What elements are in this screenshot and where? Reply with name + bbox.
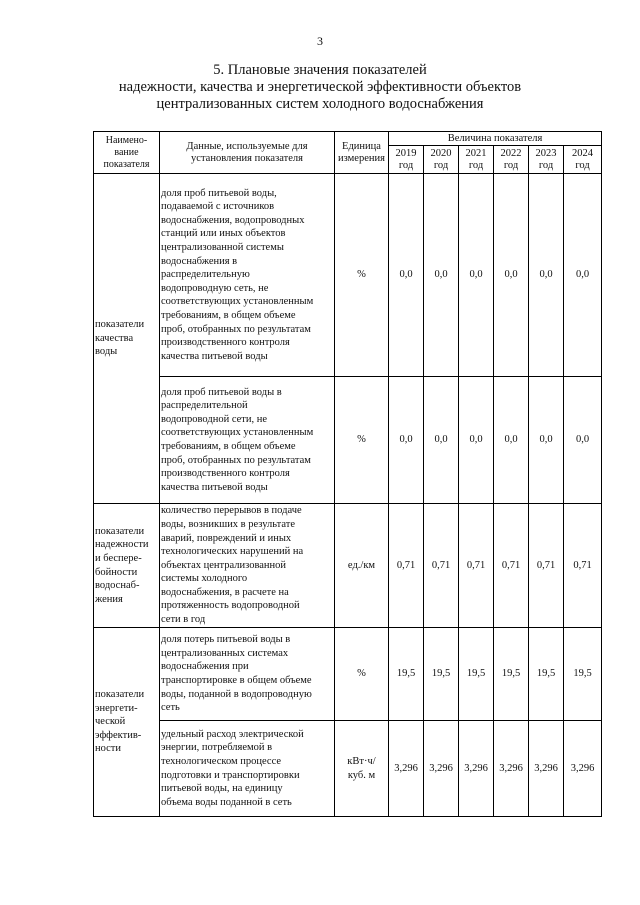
category-cell: показатели энергети- ческой эффектив- ности xyxy=(94,628,160,817)
value-cell: 0,0 xyxy=(564,174,602,377)
description-cell: доля потерь питьевой воды в централизованных системах водоснабжения при транспортировке в общем объеме воды, поданной в водопроводную сеть xyxy=(160,628,335,721)
title-line-1: 5. Плановые значения показателей xyxy=(213,62,427,78)
header-name: Наимено- вание показателя xyxy=(94,132,160,174)
header-year: 2022 год xyxy=(494,146,529,174)
value-cell: 3,296 xyxy=(564,721,602,817)
value-cell: 0,71 xyxy=(494,504,529,628)
description-cell: количество перерывов в подаче воды, возникших в результате аварий, повреждений и иных технологических нарушений на объектах централизованной системы холодного водоснабжения, в расчете на протяженность водопроводной сети в год xyxy=(160,504,335,628)
value-cell: 0,71 xyxy=(529,504,564,628)
title-line-3: централизованных систем холодного водоснабжения xyxy=(156,96,484,112)
title-line-2: надежности, качества и энергетической эффективности объектов xyxy=(118,79,522,95)
value-cell: 0,71 xyxy=(459,504,494,628)
description-cell: удельный расход электрической энергии, потребляемой в технологическом процессе подготовки и транспортировки питьевой воды, на единицу объема воды поданной в сеть xyxy=(160,721,335,817)
value-cell: 3,296 xyxy=(529,721,564,817)
value-cell: 19,5 xyxy=(424,628,459,721)
value-cell: 0,0 xyxy=(389,377,424,504)
value-cell: 0,0 xyxy=(389,174,424,377)
table-row xyxy=(94,377,602,504)
value-cell: 0,0 xyxy=(424,174,459,377)
description-cell: доля проб питьевой воды, подаваемой с источников водоснабжения, водопроводных станций или иных объектов централизованной системы водоснабжения в распределительную водопроводную сеть, не соответствующих установленным требованиям, в общем объеме проб, отобранных по результатам производственного контроля качества питьевой воды xyxy=(160,174,335,377)
value-cell: 0,0 xyxy=(529,377,564,504)
header-unit: Единица измерения xyxy=(335,132,389,174)
unit-cell: % xyxy=(335,377,389,504)
value-cell: 3,296 xyxy=(424,721,459,817)
value-cell: 0,0 xyxy=(529,174,564,377)
header-data: Данные, используемые для установления показателя xyxy=(160,132,335,174)
value-cell: 0,0 xyxy=(424,377,459,504)
category-cell: показатели надежности и беспере- бойности водоснаб- жения xyxy=(94,504,160,628)
value-cell: 3,296 xyxy=(459,721,494,817)
description-cell: доля проб питьевой воды в распределительной водопроводной сети, не соответствующих установленным требованиям, в общем объеме проб, отобранных по результатам производственного контроля качества питьевой воды xyxy=(160,377,335,504)
value-cell: 19,5 xyxy=(494,628,529,721)
page-number: 3 xyxy=(317,34,323,48)
value-cell: 19,5 xyxy=(529,628,564,721)
unit-cell: % xyxy=(335,174,389,377)
header-year: 2024 год xyxy=(564,146,602,174)
table-row xyxy=(94,504,602,628)
table-row xyxy=(94,628,602,721)
section-title xyxy=(0,62,640,113)
value-cell: 0,71 xyxy=(389,504,424,628)
unit-cell: ед./км xyxy=(335,504,389,628)
value-cell: 0,71 xyxy=(424,504,459,628)
unit-cell: % xyxy=(335,628,389,721)
header-year: 2021 год xyxy=(459,146,494,174)
value-cell: 19,5 xyxy=(459,628,494,721)
category-cell: показатели качества воды xyxy=(94,174,160,504)
value-cell: 19,5 xyxy=(564,628,602,721)
header-year: 2019 год xyxy=(389,146,424,174)
unit-cell: кВт·ч/ куб. м xyxy=(335,721,389,817)
value-cell: 19,5 xyxy=(389,628,424,721)
table-row xyxy=(94,721,602,817)
value-cell: 0,71 xyxy=(564,504,602,628)
value-cell: 0,0 xyxy=(564,377,602,504)
header-year: 2023 год xyxy=(529,146,564,174)
indicators-table xyxy=(93,131,602,817)
value-cell: 3,296 xyxy=(389,721,424,817)
header-year: 2020 год xyxy=(424,146,459,174)
value-cell: 0,0 xyxy=(494,174,529,377)
table-row xyxy=(94,174,602,377)
value-cell: 0,0 xyxy=(494,377,529,504)
value-cell: 0,0 xyxy=(459,377,494,504)
header-value-group: Величина показателя xyxy=(389,132,602,146)
value-cell: 3,296 xyxy=(494,721,529,817)
value-cell: 0,0 xyxy=(459,174,494,377)
